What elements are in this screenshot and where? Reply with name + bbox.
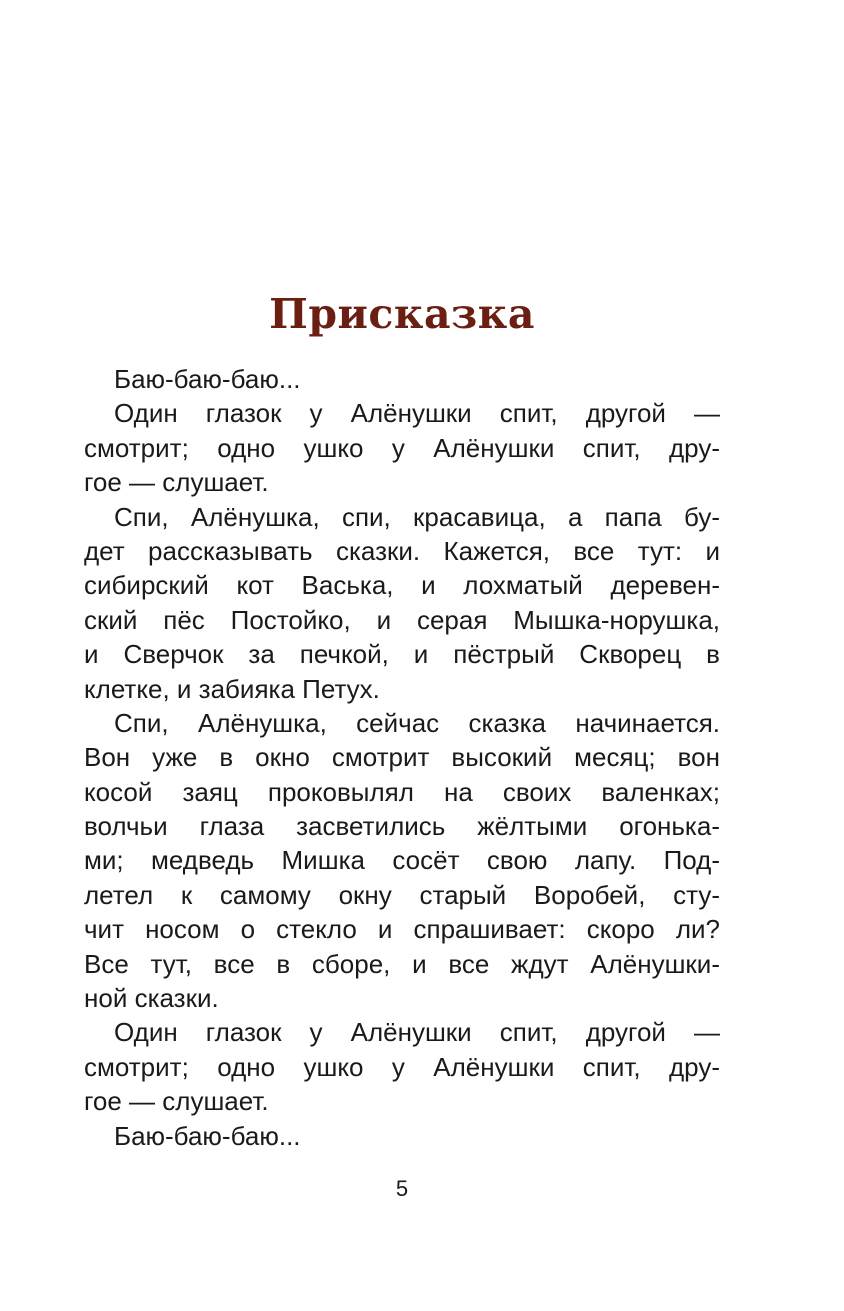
text-line: Баю-баю-баю... [114,1120,301,1151]
text-line: гое — слушает. [84,467,269,498]
text-line: сибирский кот Васька, и лохматый деревен- [84,570,720,601]
text-line: Вон уже в окно смотрит высокий месяц; вон [84,742,720,773]
text-line: чит носом о стекло и спрашивает: скоро ли? [84,914,720,945]
text-line: косой заяц проковылял на своих валенках; [84,776,720,807]
story-text [84,362,720,1153]
text-line: смотрит; одно ушко у Алёнушки спит, дру- [84,1051,720,1082]
text-line: и Сверчок за печкой, и пёстрый Скворец в [84,639,720,670]
text-line: ной сказки. [84,983,219,1014]
text-line: волчьи глаза засветились жёлтыми огонька- [84,811,720,842]
text-line: Баю-баю-баю... [114,364,301,394]
text-line: Все тут, все в сборе, и все ждут Алёнушки- [84,948,720,979]
text-line: Спи, Алёнушка, сейчас сказка начинается. [114,707,720,738]
text-line: Один глазок у Алёнушки спит, другой — [114,398,720,429]
text-line: Один глазок у Алёнушки спит, другой — [114,1017,720,1048]
text-line: клетке, и забияка Петух. [84,673,380,704]
page-number: 5 [395,1176,409,1201]
text-line: ский пёс Постойко, и серая Мышка-норушка, [84,604,720,635]
text-line: смотрит; одно ушко у Алёнушки спит, дру- [84,432,720,463]
text-line: дет рассказывать сказки. Кажется, все тут: и [84,535,720,566]
text-line: Спи, Алёнушка, спи, красавица, а папа бу- [114,501,720,532]
text-line: летел к самому окну старый Воробей, сту- [84,879,720,910]
chapter-title: Присказка [269,290,535,338]
text-line: гое — слушает. [84,1086,269,1117]
text-line: ми; медведь Мишка сосёт свою лапу. Под- [84,845,720,876]
